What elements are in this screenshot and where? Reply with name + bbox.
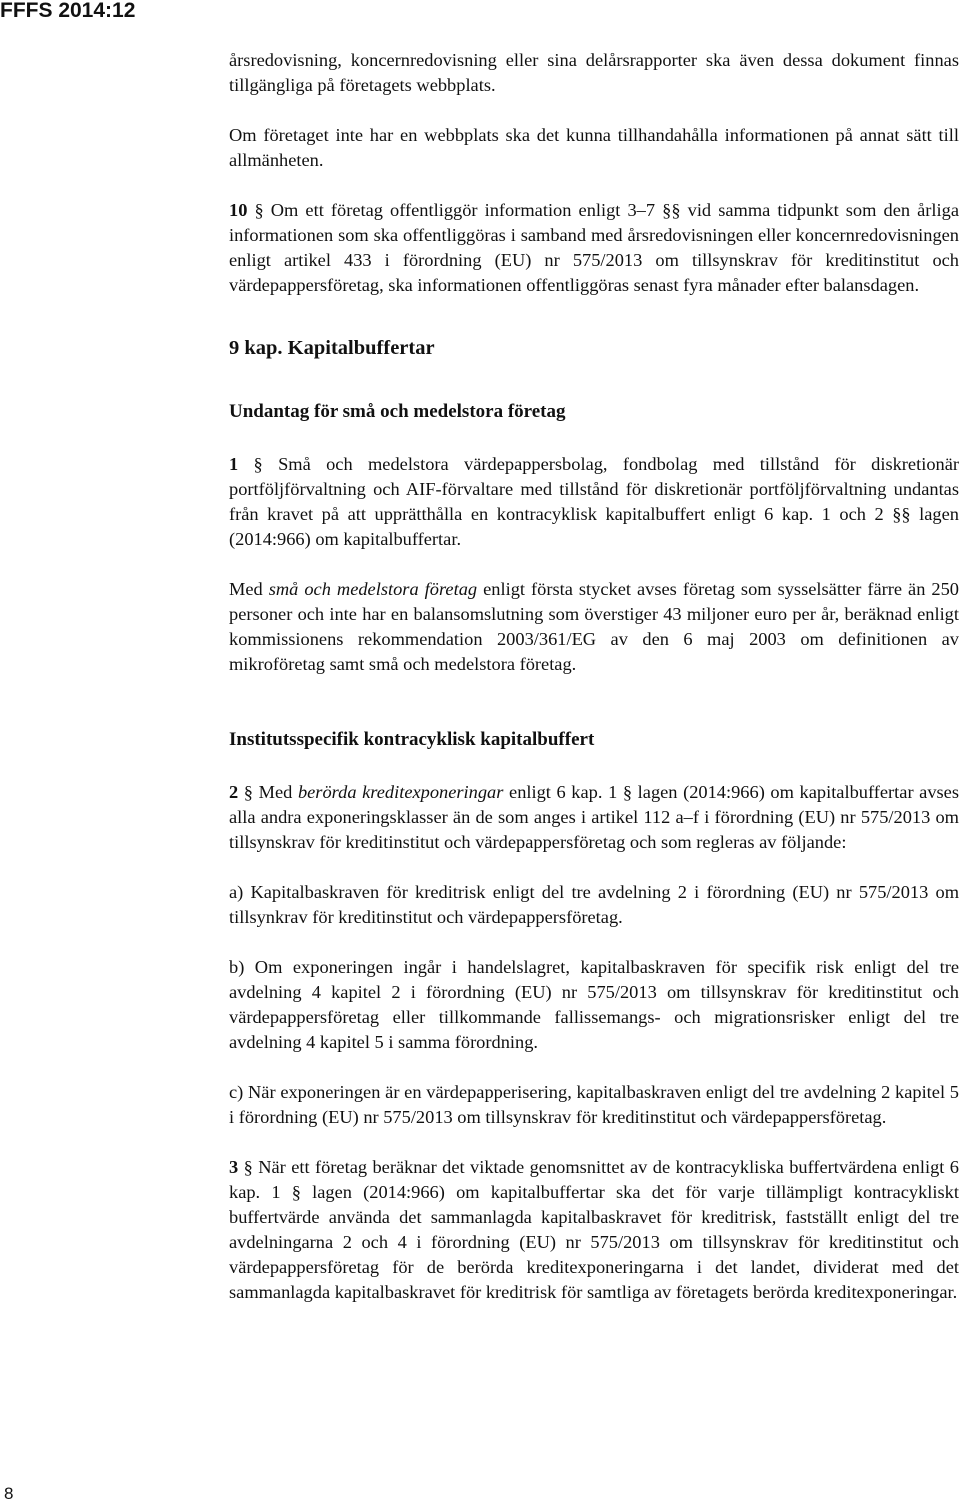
section-3-paragraph — [229, 1155, 959, 1305]
section-text: Små och medelstora värdepappersbolag, fondbolag med tillstånd för diskretionär portföljförvaltning och AIF-förvaltare med tillstånd för diskretionär portföljförvaltning undantas från kravet på att upprätthålla en kontracyklisk kapitalbuffert enligt 6 kap. 1 och 2 §§ lagen (2014:966) om kapitalbuffertar. — [229, 454, 959, 549]
subheading: Undantag för små och medelstora företag — [229, 401, 566, 422]
section-sign: § — [238, 1157, 259, 1177]
page-number: 8 — [4, 1484, 14, 1503]
section-1-paragraph — [229, 452, 959, 552]
text-run: Med — [258, 782, 298, 802]
list-item-c: c) När exponeringen är en värdepapperisering, kapitalbaskraven enligt del tre avdelning 2 kapitel 5 i förordning (EU) nr 575/2013 om tillsynskrav för kreditinstitut och värdepappersföretag. — [229, 1082, 959, 1127]
section-sign: § — [247, 200, 271, 220]
defined-term: berörda kreditexponeringar — [297, 782, 504, 802]
list-item-b: b) Om exponeringen ingår i handelslagret, kapitalbaskraven för specifik risk enligt del tre avdelning 4 kapitel 2 i förordning (EU) nr 575/2013 om tillsynskrav för kreditinstitut och värdepappersföretag eller tillkommande fallissemangs- och migrationsrisker enligt del tre avdelning 4 kapitel 5 i samma förordning. — [229, 957, 959, 1052]
text-run: enligt första stycket avses företag som sysselsätter färre än 250 personer och inte har en balansomslutning som överstiger 43 miljoner euro per år, beräknad enligt kommissionens rekommendation 2003/361/EG av den 6 maj 2003 om definitionen av mikroföretag samt små och medelstora företag. — [229, 579, 959, 674]
text-run: enligt 6 kap. 1 § lagen (2014:966) om kapitalbuffertar avses alla andra exponeringsklasser än de som anges i artikel 112 a–f i förordning (EU) nr 575/2013 om tillsynskrav för kreditinstitut och värdepappersföretag och som regleras av följande: — [229, 782, 960, 852]
section-text: När ett företag beräknar det viktade genomsnittet av de kontracykliska buffertvärdena enligt 6 kap. 1 § lagen (2014:966) om kapitalbuffertar ska det för varje tillämpligt kontracykliskt buffertvärde använda det sammanlagda kapitalbaskravet för kreditrisk, fastställt enligt del tre avdelningarna 2 och 4 i förordning (EU) nr 575/2013 om tillsynskrav för kreditinstitut och värdepappersföretag för de berörda kreditexponeringarna i det landet, dividerat med det sammanlagda kapitalbaskravet för kreditrisk för samtliga av företagets berörda kreditexponeringar. — [229, 1157, 960, 1302]
section-10-paragraph — [229, 198, 959, 298]
section-text: Om ett företag offentliggör information enligt 3–7 §§ vid samma tidpunkt som den årliga informationen som ska offentliggöras i samband med årsredovisningen eller koncernredovisningen enligt artikel 433 i förordning (EU) nr 575/2013 om tillsynskrav för kreditinstitut och värdepappersföretag, ska informationen offentliggöras senast fyra månader efter balansdagen. — [229, 200, 959, 295]
section-number: 10 — [229, 200, 248, 220]
defined-term: små och medelstora företag — [268, 579, 478, 599]
section-number: 2 — [229, 782, 239, 802]
paragraph: årsredovisning, koncernredovisning eller sina delårsrapporter ska även dessa dokument finnas tillgängliga på företagets webbplats. — [229, 50, 959, 95]
document-body — [229, 48, 959, 1305]
section-sign: § — [238, 454, 279, 474]
paragraph: Om företaget inte har en webbplats ska det kunna tillhandahålla informationen på annat sätt till allmänheten. — [229, 125, 959, 170]
chapter-heading: 9 kap. Kapitalbuffertar — [229, 337, 435, 359]
section-number: 1 — [229, 454, 239, 474]
subheading: Institutsspecifik kontracyklisk kapitalbuffert — [229, 729, 595, 750]
section-sign: § — [238, 782, 259, 802]
definition-paragraph — [229, 577, 959, 677]
list-item-a: a) Kapitalbaskraven för kreditrisk enligt del tre avdelning 2 i förordning (EU) nr 575/2013 om tillsynkrav för kreditinstitut och värdepappersföretag. — [229, 882, 959, 927]
section-number: 3 — [229, 1157, 239, 1177]
text-run: Med — [229, 579, 269, 599]
section-2-paragraph — [229, 780, 959, 855]
document-header: FFFS 2014:12 — [0, 0, 136, 22]
